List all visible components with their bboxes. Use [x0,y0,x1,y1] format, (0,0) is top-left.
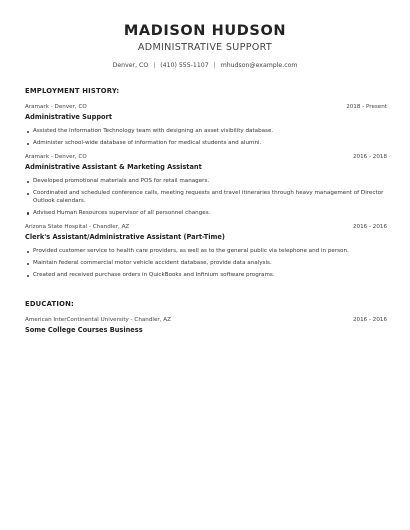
education-dates: 2016 - 2016 [352,317,387,324]
job-role: Clerk's Assistant/Administrative Assistant (Part-Time) [25,233,225,242]
bullet-item: Assisted the Information Technology team with designing an asset visibility database. [25,128,387,135]
contact-line [0,62,410,70]
education-degree: Some College Courses Business [25,326,143,335]
job-entry [25,223,387,279]
job-dates: 2016 - 2018 [352,154,387,161]
bullet-item: Coordinated and scheduled conference calls, meeting requests and travel itineraries through heavy management of Director Outlook calendars. [25,190,387,205]
job-role: Administrative Support [25,113,112,121]
bullet-item: Administer school-wide database of information for medical students and alumni. [25,140,387,147]
education-entry [25,316,387,335]
bullet-item: Created and received purchase orders in QuickBooks and Infinium software programs. [25,272,387,279]
contact-location: Denver, CO [112,62,149,69]
contact-phone: (410) 555-1107 [160,62,209,69]
job-entry [25,103,387,147]
contact-email: mhudson@example.com [220,62,298,69]
job-bullets [25,178,387,217]
job-bullets [25,248,387,279]
job-meta [25,223,387,231]
employment-heading: EMPLOYMENT HISTORY: [25,87,120,95]
job-entry [25,153,387,217]
job-meta [25,103,387,111]
bullet-item: Advised Human Resources supervisor of all personnel changes. [25,210,387,217]
job-role: Administrative Assistant & Marketing Assistant [25,163,202,172]
job-dates: 2018 - Present [346,104,387,110]
job-meta [25,153,387,161]
education-heading: EDUCATION: [25,300,74,309]
candidate-title: ADMINISTRATIVE SUPPORT [137,42,273,53]
job-company: Aramark - Denver, CO [25,104,87,110]
contact-separator: | [153,62,156,69]
section-spacer [25,284,387,300]
bullet-item: Developed promotional materials and POS for retail managers. [25,178,387,185]
job-dates: 2016 - 2016 [352,224,387,231]
job-company: Arizona State Hospital - Chandler, AZ [25,224,130,231]
contact-separator: | [213,62,216,69]
candidate-name: MADISON HUDSON [123,23,287,39]
job-company: Aramark - Denver, CO [25,154,87,161]
resume-body [25,87,387,335]
resume-header [0,22,410,70]
job-bullets [25,128,387,147]
education-school: American InterContinental University - Chandler, AZ [25,317,171,324]
bullet-item: Maintain federal commercial motor vehicle accident database, provide data analysis. [25,260,387,267]
bullet-item: Provided customer service to health care providers, as well as to the general public via telephone and in person. [25,248,387,255]
education-meta [25,316,387,324]
